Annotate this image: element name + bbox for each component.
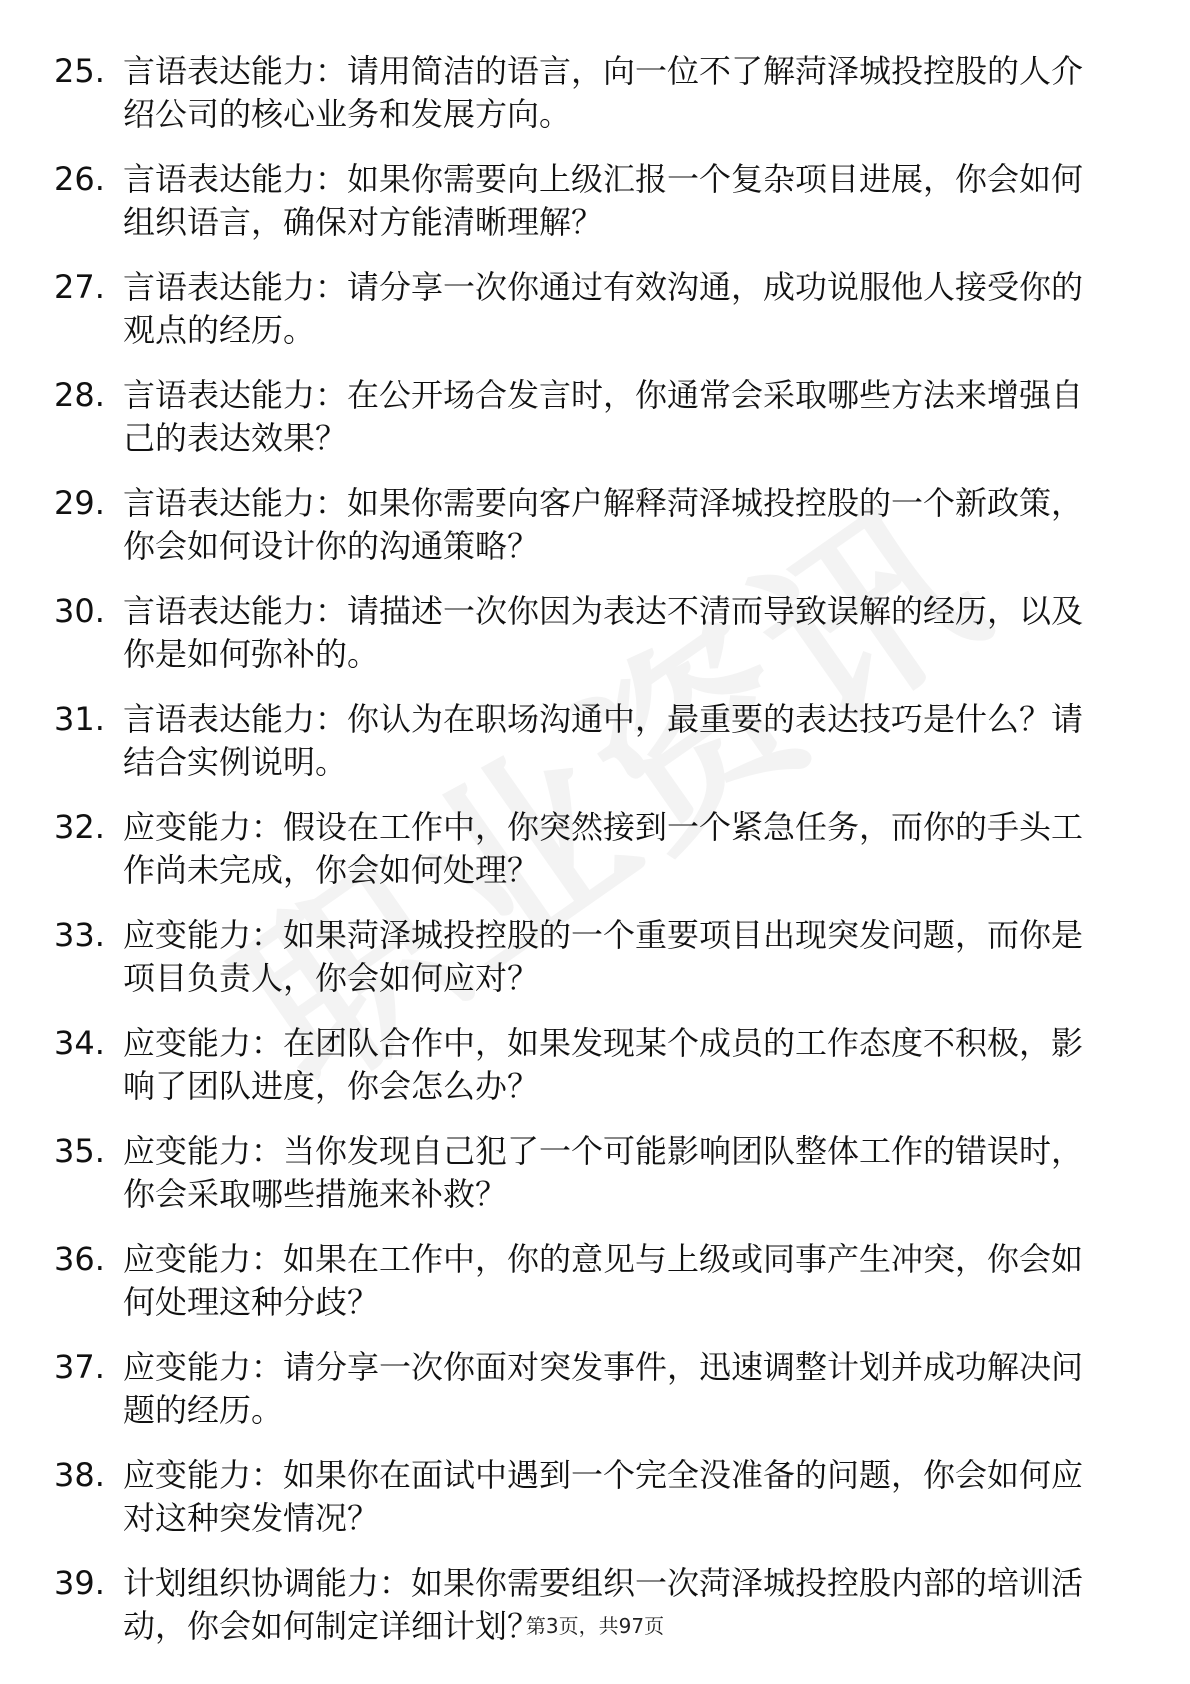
question-item xyxy=(54,1238,1134,1324)
question-item xyxy=(54,1022,1134,1108)
question-number: 27. xyxy=(54,268,105,306)
question-number: 25. xyxy=(54,52,105,90)
question-text: 言语表达能力：如果你需要向客户解释菏泽城投控股的一个新政策，你会如何设计你的沟通策略？ xyxy=(123,484,1084,565)
question-item xyxy=(54,482,1134,568)
question-list xyxy=(54,50,1134,1670)
question-item xyxy=(54,1346,1134,1432)
question-number: 39. xyxy=(54,1564,105,1602)
question-number: 29. xyxy=(54,484,105,522)
question-text: 应变能力：请分享一次你面对突发事件，迅速调整计划并成功解决问题的经历。 xyxy=(123,1348,1084,1429)
question-text: 计划组织协调能力：如果你需要组织一次菏泽城投控股内部的培训活动，你会如何制定详细计划？ xyxy=(123,1564,1084,1645)
question-text: 言语表达能力：请描述一次你因为表达不清而导致误解的经历，以及你是如何弥补的。 xyxy=(123,592,1084,673)
question-text: 应变能力：当你发现自己犯了一个可能影响团队整体工作的错误时，你会采取哪些措施来补救？ xyxy=(123,1132,1084,1213)
question-number: 26. xyxy=(54,160,105,198)
question-item xyxy=(54,1130,1134,1216)
question-item xyxy=(54,158,1134,244)
question-item xyxy=(54,698,1134,784)
question-text: 应变能力：如果你在面试中遇到一个完全没准备的问题，你会如何应对这种突发情况？ xyxy=(123,1456,1084,1537)
question-number: 35. xyxy=(54,1132,105,1170)
question-text: 应变能力：如果菏泽城投控股的一个重要项目出现突发问题，而你是项目负责人，你会如何应对？ xyxy=(123,916,1084,997)
question-item xyxy=(54,50,1134,136)
question-number: 32. xyxy=(54,808,105,846)
question-number: 31. xyxy=(54,700,105,738)
question-item xyxy=(54,374,1134,460)
question-item xyxy=(54,914,1134,1000)
page-footer xyxy=(0,1610,1190,1639)
question-item xyxy=(54,806,1134,892)
page-number-label: 第3页，共97页 xyxy=(525,1614,665,1638)
question-number: 30. xyxy=(54,592,105,630)
question-text: 应变能力：如果在工作中，你的意见与上级或同事产生冲突，你会如何处理这种分歧？ xyxy=(123,1240,1084,1321)
question-text: 应变能力：假设在工作中，你突然接到一个紧急任务，而你的手头工作尚未完成，你会如何处理？ xyxy=(123,808,1084,889)
question-number: 38. xyxy=(54,1456,105,1494)
question-number: 36. xyxy=(54,1240,105,1278)
question-number: 33. xyxy=(54,916,105,954)
question-number: 37. xyxy=(54,1348,105,1386)
question-text: 言语表达能力：请用简洁的语言，向一位不了解菏泽城投控股的人介绍公司的核心业务和发展方向。 xyxy=(123,52,1084,133)
question-item xyxy=(54,590,1134,676)
question-number: 34. xyxy=(54,1024,105,1062)
question-number: 28. xyxy=(54,376,105,414)
question-text: 言语表达能力：请分享一次你通过有效沟通，成功说服他人接受你的观点的经历。 xyxy=(123,268,1084,349)
question-item xyxy=(54,1454,1134,1540)
question-text: 言语表达能力：在公开场合发言时，你通常会采取哪些方法来增强自己的表达效果？ xyxy=(123,376,1084,457)
question-item xyxy=(54,266,1134,352)
question-text: 言语表达能力：你认为在职场沟通中，最重要的表达技巧是什么？请结合实例说明。 xyxy=(123,700,1084,781)
question-text: 应变能力：在团队合作中，如果发现某个成员的工作态度不积极，影响了团队进度，你会怎么办？ xyxy=(123,1024,1084,1105)
question-text: 言语表达能力：如果你需要向上级汇报一个复杂项目进展，你会如何组织语言，确保对方能清晰理解？ xyxy=(123,160,1084,241)
